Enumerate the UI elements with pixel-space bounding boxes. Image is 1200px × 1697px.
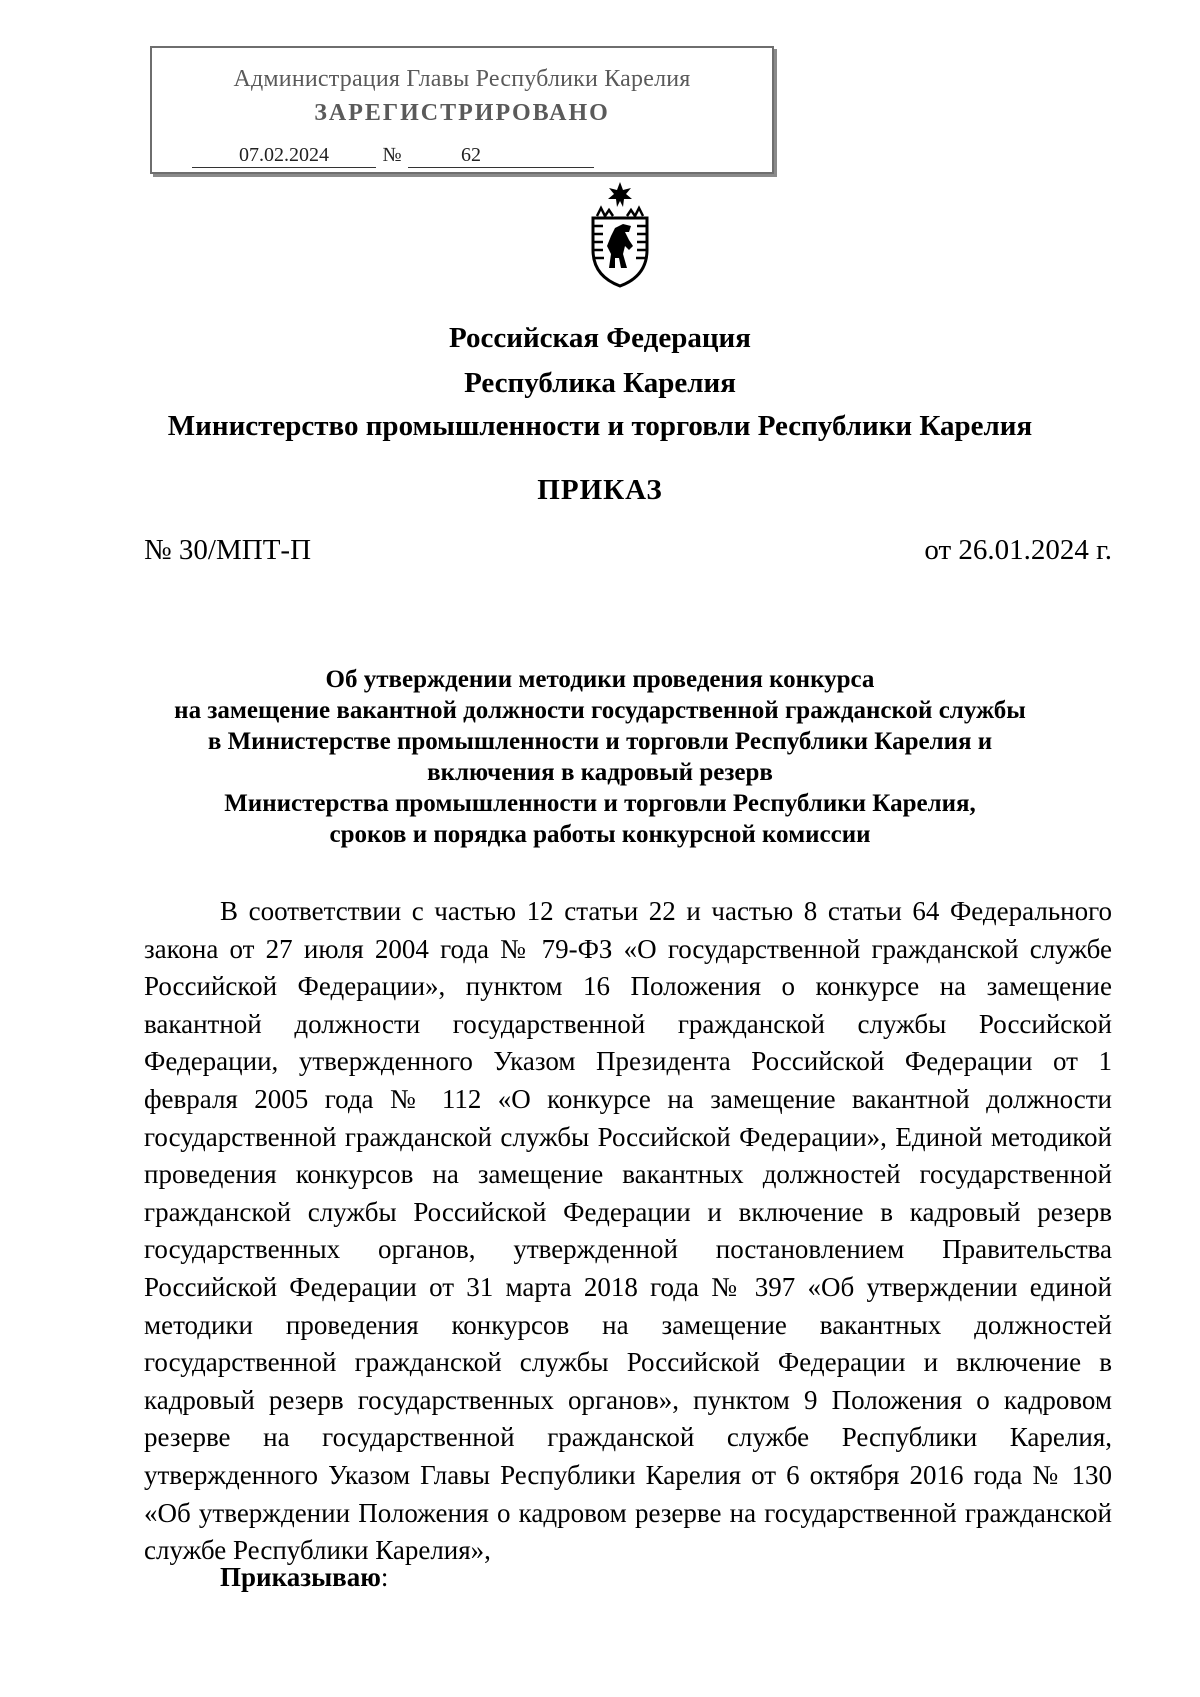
header-country: Российская Федерация: [449, 322, 751, 354]
stamp-registration-row: [192, 144, 752, 168]
stamp-number: 62: [408, 144, 594, 168]
document-number: № 30/МПТ-П: [144, 534, 312, 566]
body-paragraph: В соответствии с частью 12 статьи 22 и частью 8 статьи 64 Федерального закона от 27 июля 2004 года № 79-ФЗ «О государственной гражданской службе Российской Федерации», пунктом 16 Положения о конкурсе на замещение вакантной должности государственной гражданской службы Российской Федерации, утвержденного Указом Президента Российской Федерации от 1 февраля 2005 года № 112 «О конкурсе на замещение вакантной должности государственной гражданской службы Российской Федерации», Единой методикой проведения конкурсов на замещение вакантных должностей государственной гражданской службы Российской Федерации и включение в кадровый резерв государственных органов, утвержденной постановлением Правительства Российской Федерации от 31 марта 2018 года № 397 «Об утверждении единой методики проведения конкурсов на замещение вакантных должностей государственной гражданской службы Российской Федерации и включение в кадровый резерв государственных органов», пунктом 9 Положения о кадровом резерве на государственной гражданской службе Республики Карелия, утвержденного Указом Главы Республики Карелия от 6 октября 2016 года № 130 «Об утверждении Положения о кадровом резерве на государственной гражданской службе Республики Карелия»,: [144, 896, 1112, 1566]
stamp-date: 07.02.2024: [192, 144, 376, 168]
title-line: в Министерстве промышленности и торговли Республики Карелия и: [207, 728, 993, 755]
registration-stamp: [150, 46, 774, 174]
title-line: Об утверждении методики проведения конкурса: [325, 666, 875, 693]
title-line: Министерства промышленности и торговли Республики Карелия,: [224, 790, 976, 817]
order-colon: :: [380, 1562, 389, 1592]
document-body: [144, 893, 1112, 1570]
document-type: ПРИКАЗ: [537, 474, 663, 506]
header-ministry: Министерство промышленности и торговли Республики Карелия: [167, 410, 1033, 442]
title-line: на замещение вакантной должности государственной гражданской службы: [174, 697, 1026, 724]
title-line: включения в кадровый резерв: [427, 759, 773, 786]
stamp-number-sign: №: [382, 144, 402, 166]
order-directive: [220, 1562, 388, 1593]
document-date: от 26.01.2024 г.: [924, 534, 1112, 566]
stamp-organization: Администрация Главы Республики Карелия: [233, 66, 691, 92]
order-word: Приказываю: [220, 1562, 381, 1592]
stamp-status: ЗАРЕГИСТРИРОВАНО: [314, 100, 610, 126]
document-title: [100, 664, 1100, 850]
title-line: сроков и порядка работы конкурсной комиссии: [329, 821, 871, 848]
karelia-coat-of-arms-icon: [585, 180, 655, 288]
header-republic: Республика Карелия: [464, 367, 736, 399]
